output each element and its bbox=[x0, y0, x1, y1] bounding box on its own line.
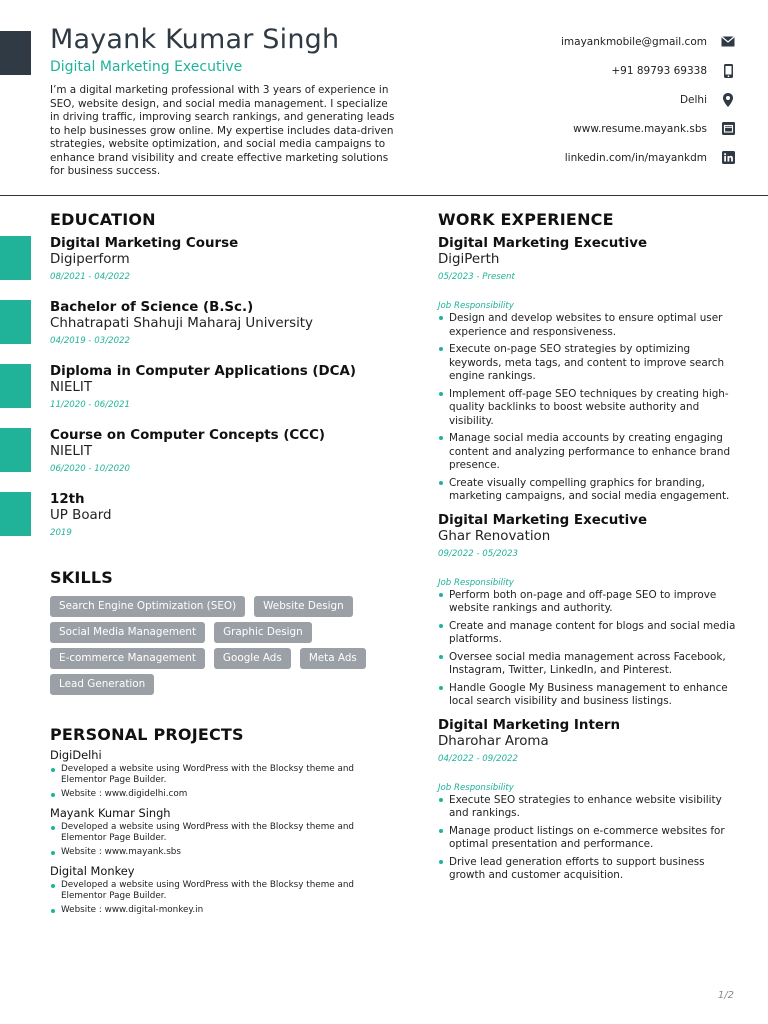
education-degree: Digital Marketing Course bbox=[50, 236, 239, 251]
contact-location bbox=[561, 85, 736, 114]
job-dates: 09/2022 - 05/2023 bbox=[438, 548, 518, 559]
skill-chip: Graphic Design bbox=[214, 622, 312, 643]
job-bullet: Create and manage content for blogs and social media platforms. bbox=[449, 620, 738, 647]
education-institution: Digiperform bbox=[50, 252, 130, 267]
education-dates: 08/2021 - 04/2022 bbox=[50, 272, 130, 282]
skills-heading: SKILLS bbox=[50, 568, 113, 587]
left-column bbox=[50, 210, 400, 919]
job-bullets bbox=[438, 589, 738, 709]
job-item bbox=[438, 718, 738, 883]
job-item bbox=[438, 513, 738, 709]
skill-chip: Social Media Management bbox=[50, 622, 205, 643]
job-company: Ghar Renovation bbox=[438, 528, 551, 544]
page-indicator: 1/2 bbox=[717, 990, 734, 1001]
project-name: Digital Monkey bbox=[50, 864, 135, 878]
contact-email-text: imayankmobile@gmail.com bbox=[560, 35, 707, 48]
job-responsibility-label: Job Responsibility bbox=[438, 301, 514, 311]
location-pin-icon bbox=[720, 92, 736, 108]
projects-heading: PERSONAL PROJECTS bbox=[50, 725, 244, 744]
website-icon bbox=[720, 121, 736, 137]
project-item bbox=[50, 864, 400, 916]
education-marker bbox=[0, 492, 31, 536]
contact-linkedin[interactable] bbox=[561, 143, 736, 172]
job-company: Dharohar Aroma bbox=[438, 733, 549, 749]
phone-icon bbox=[720, 63, 736, 79]
education-item bbox=[50, 364, 400, 428]
contact-website[interactable] bbox=[561, 114, 736, 143]
job-bullets bbox=[438, 794, 738, 883]
education-degree: 12th bbox=[50, 492, 85, 507]
contact-list bbox=[561, 27, 736, 172]
education-dates: 11/2020 - 06/2021 bbox=[50, 400, 130, 410]
education-institution: NIELIT bbox=[50, 380, 93, 395]
job-company: DigiPerth bbox=[438, 252, 500, 267]
header-accent-block bbox=[0, 31, 31, 75]
skill-chip: E-commerce Management bbox=[50, 648, 205, 669]
skills-list bbox=[50, 596, 380, 700]
education-marker bbox=[0, 428, 31, 472]
project-bullet: Developed a website using WordPress with the Blocksy theme and Elementor Page Builder. bbox=[61, 822, 400, 844]
education-heading: EDUCATION bbox=[50, 210, 156, 229]
right-column bbox=[438, 210, 738, 887]
project-bullets bbox=[50, 880, 400, 916]
job-dates: 04/2022 - 09/2022 bbox=[438, 753, 518, 764]
header-divider bbox=[0, 195, 768, 196]
education-item bbox=[50, 428, 400, 492]
education-degree: Course on Computer Concepts (CCC) bbox=[50, 428, 326, 443]
job-responsibility-label: Job Responsibility bbox=[438, 782, 514, 793]
project-item bbox=[50, 806, 400, 858]
job-item bbox=[438, 236, 738, 504]
education-dates: 2019 bbox=[50, 528, 72, 538]
profile-summary: I’m a digital marketing professional with 3 years of experience in SEO, website design, and social media management. I specialize in driving traffic, improving search rankings, and generating leads to help businesses grow online. My expertise includes data-driven strategies, website optimization, and social media campaigns to enhance brand visibility and create effective marketing solutions for business success. bbox=[50, 84, 395, 177]
skill-chip: Meta Ads bbox=[300, 648, 366, 669]
project-bullet: Website : www.digital-monkey.in bbox=[61, 905, 400, 916]
education-list bbox=[50, 236, 400, 556]
education-item bbox=[50, 300, 400, 364]
project-name: DigiDelhi bbox=[50, 748, 102, 762]
skill-chip: Website Design bbox=[254, 596, 353, 617]
education-marker bbox=[0, 364, 31, 408]
job-bullet: Create visually compelling graphics for branding, marketing campaigns, and social media engagement. bbox=[449, 477, 738, 504]
job-bullet: Execute SEO strategies to enhance website visibility and rankings. bbox=[449, 794, 738, 821]
job-bullet: Design and develop websites to ensure optimal user experience and responsiveness. bbox=[449, 312, 738, 339]
experience-heading: WORK EXPERIENCE bbox=[438, 210, 614, 229]
project-bullet: Website : www.mayank.sbs bbox=[61, 847, 400, 858]
project-name: Mayank Kumar Singh bbox=[50, 806, 171, 820]
job-title: Digital Marketing Executive bbox=[438, 512, 648, 528]
candidate-name: Mayank Kumar Singh bbox=[50, 24, 340, 55]
envelope-icon bbox=[720, 34, 736, 50]
education-dates: 06/2020 - 10/2020 bbox=[50, 464, 130, 474]
contact-phone[interactable] bbox=[561, 56, 736, 85]
job-bullets bbox=[438, 312, 738, 504]
contact-website-text: www.resume.mayank.sbs bbox=[573, 122, 707, 135]
project-bullet: Website : www.digidelhi.com bbox=[61, 789, 400, 800]
education-item bbox=[50, 492, 400, 556]
skill-chip: Search Engine Optimization (SEO) bbox=[50, 596, 245, 617]
education-dates: 04/2019 - 03/2022 bbox=[50, 336, 130, 346]
job-bullet: Oversee social media management across Facebook, Instagram, Twitter, LinkedIn, and Pinterest. bbox=[449, 651, 738, 678]
job-bullet: Manage social media accounts by creating engaging content and analyzing performance to enhance brand presence. bbox=[449, 432, 738, 473]
education-item bbox=[50, 236, 400, 300]
project-bullets bbox=[50, 764, 400, 800]
candidate-role: Digital Marketing Executive bbox=[50, 59, 243, 75]
job-bullet: Execute on-page SEO strategies by optimizing keywords, meta tags, and content to improve search engine rankings. bbox=[449, 343, 738, 384]
job-dates: 05/2023 - Present bbox=[438, 272, 515, 282]
contact-email[interactable] bbox=[561, 27, 736, 56]
education-marker bbox=[0, 300, 31, 344]
project-bullet: Developed a website using WordPress with the Blocksy theme and Elementor Page Builder. bbox=[61, 880, 400, 902]
job-bullet: Manage product listings on e-commerce websites for optimal presentation and performance. bbox=[449, 825, 738, 852]
education-marker bbox=[0, 236, 31, 280]
job-title: Digital Marketing Executive bbox=[438, 236, 648, 251]
linkedin-icon bbox=[720, 150, 736, 166]
job-bullet: Drive lead generation efforts to support business growth and customer acquisition. bbox=[449, 856, 738, 883]
education-institution: UP Board bbox=[50, 508, 112, 523]
contact-location-text: Delhi bbox=[679, 93, 707, 106]
job-responsibility-label: Job Responsibility bbox=[438, 577, 514, 588]
job-title: Digital Marketing Intern bbox=[438, 717, 621, 733]
education-institution: Chhatrapati Shahuji Maharaj University bbox=[50, 316, 313, 331]
project-bullets bbox=[50, 822, 400, 858]
contact-phone-text: +91 89793 69338 bbox=[611, 64, 707, 77]
education-degree: Bachelor of Science (B.Sc.) bbox=[50, 300, 254, 315]
education-institution: NIELIT bbox=[50, 444, 93, 459]
skill-chip: Lead Generation bbox=[50, 674, 154, 695]
project-bullet: Developed a website using WordPress with the Blocksy theme and Elementor Page Builder. bbox=[61, 764, 400, 786]
job-bullet: Implement off-page SEO techniques by creating high-quality backlinks to boost website authority and visibility. bbox=[449, 388, 738, 429]
education-degree: Diploma in Computer Applications (DCA) bbox=[50, 364, 356, 379]
job-bullet: Handle Google My Business management to enhance local search visibility and business listings. bbox=[449, 682, 738, 709]
contact-linkedin-text: linkedin.com/in/mayankdm bbox=[564, 151, 707, 164]
job-bullet: Perform both on-page and off-page SEO to improve website rankings and authority. bbox=[449, 589, 738, 616]
skill-chip: Google Ads bbox=[214, 648, 291, 669]
project-item bbox=[50, 748, 400, 800]
